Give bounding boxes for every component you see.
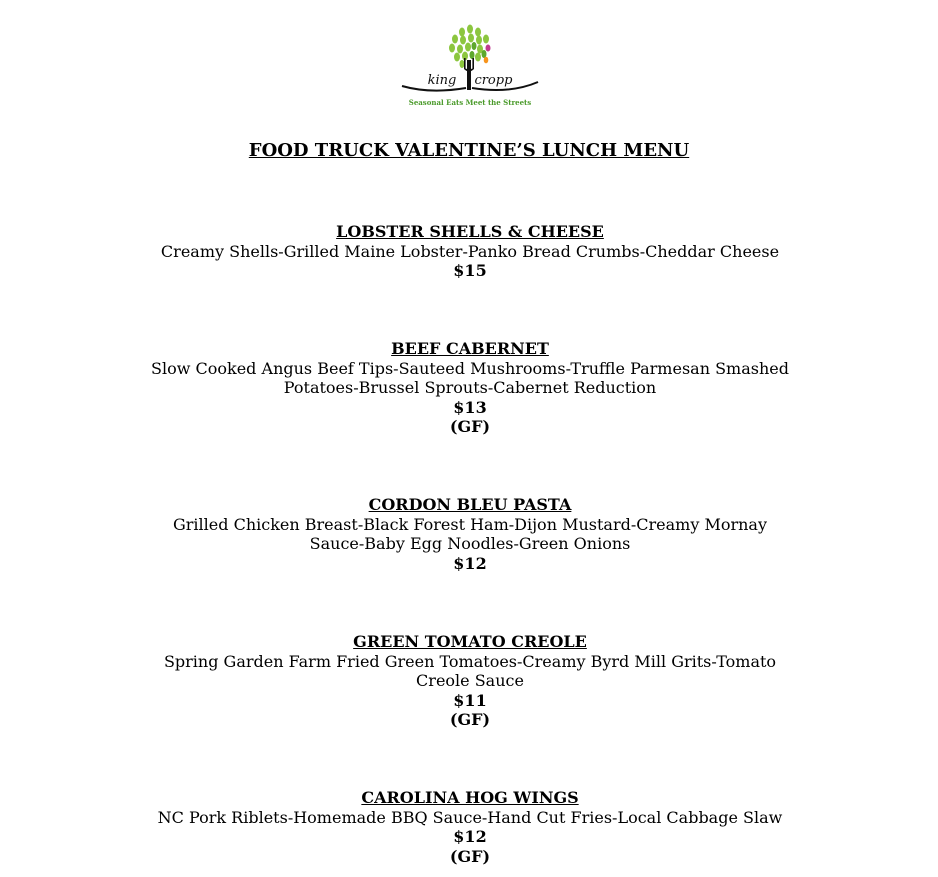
menu-item-name: CORDON BLEU PASTA — [368, 495, 572, 514]
menu-item-name: LOBSTER SHELLS & CHEESE — [336, 222, 604, 241]
menu-item-description: Creole Sauce — [416, 671, 524, 690]
menu-item-name: GREEN TOMATO CREOLE — [353, 632, 587, 651]
brand-tagline: Seasonal Eats Meet the Streets — [408, 98, 532, 107]
menu-item-description: Slow Cooked Angus Beef Tips-Sauteed Mushrooms-Truffle Parmesan Smashed — [151, 358, 789, 378]
menu-item — [140, 632, 800, 730]
menu-item-name: BEEF CABERNET — [391, 339, 549, 358]
menu-item-description: Spring Garden Farm Fried Green Tomatoes-Creamy Byrd Mill Grits-Tomato — [163, 651, 777, 671]
menu-item-price: $12 — [453, 553, 487, 573]
menu-item-price: $13 — [453, 397, 487, 417]
menu-item — [140, 222, 800, 281]
menu-item-name: CAROLINA HOG WINGS — [361, 788, 579, 807]
menu-item-description: Potatoes-Brussel Sprouts-Cabernet Reduction — [283, 378, 657, 397]
gluten-free-tag: (GF) — [449, 846, 491, 866]
menu-item — [140, 339, 800, 437]
menu-item — [140, 788, 800, 866]
gluten-free-tag: (GF) — [449, 710, 491, 729]
gluten-free-tag: (GF) — [449, 417, 491, 436]
menu-item-price: $11 — [453, 690, 487, 710]
page-title: FOOD TRUCK VALENTINE’S LUNCH MENU — [248, 140, 690, 161]
menu-item — [140, 495, 800, 573]
menu-item-price: $15 — [453, 261, 487, 280]
brand-name: king cropp — [427, 73, 513, 88]
menu-item-description: NC Pork Riblets-Homemade BBQ Sauce-Hand Cut Fries-Local Cabbage Slaw — [157, 807, 783, 827]
menu-item-description: Creamy Shells-Grilled Maine Lobster-Panko Bread Crumbs-Cheddar Cheese — [160, 241, 780, 261]
menu-item-description: Grilled Chicken Breast-Black Forest Ham-Dijon Mustard-Creamy Mornay — [173, 514, 767, 534]
menu-item-price: $12 — [453, 827, 487, 846]
menu-item-description: Sauce-Baby Egg Noodles-Green Onions — [309, 534, 631, 553]
